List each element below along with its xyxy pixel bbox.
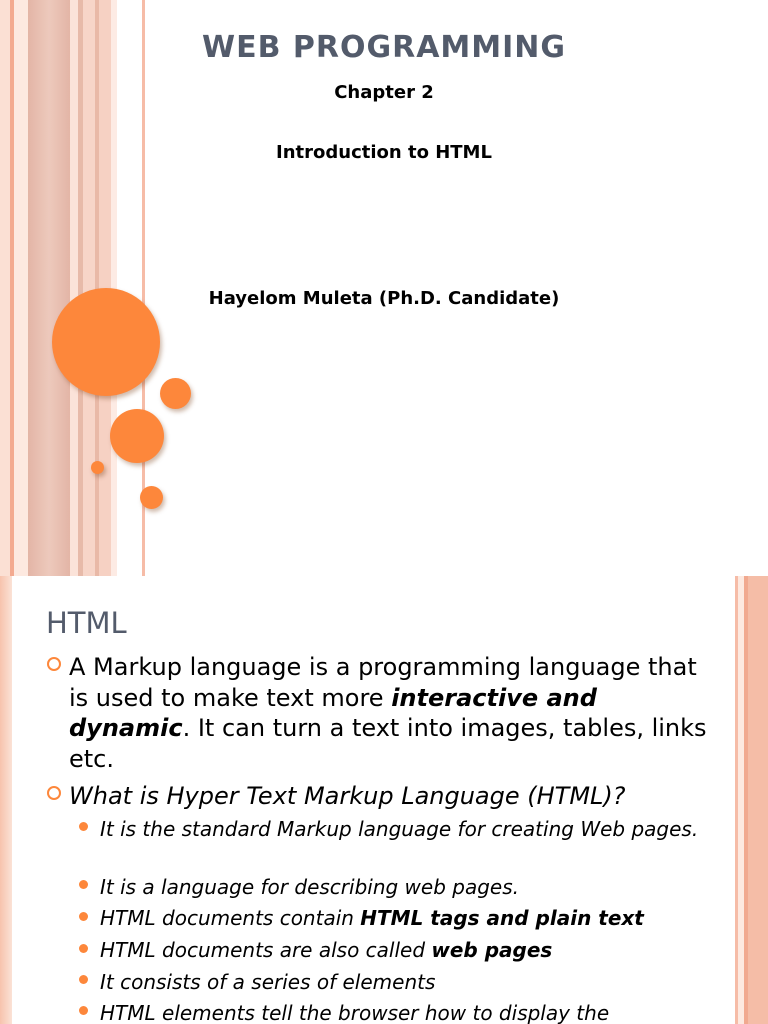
decorative-circle <box>110 409 164 463</box>
decorative-circle <box>140 486 163 509</box>
sub-bullet <box>100 969 720 995</box>
sub-bullet-text: HTML elements tell the browser how to display the <box>100 1001 610 1024</box>
decorative-stripe-left <box>0 576 12 1024</box>
bullet-ring-icon <box>47 657 61 671</box>
decorative-stripes-right <box>735 576 768 1024</box>
sub-bullet-text: HTML documents are also called <box>100 938 432 962</box>
bullet-paragraph <box>69 781 709 812</box>
author-name: Hayelom Muleta (Ph.D. Candidate) <box>208 288 560 309</box>
sub-bullet-text: It is the standard Markup language for creating Web pages. <box>100 817 699 841</box>
bullet-text: A Markup language is a programming language that is used to make text more <box>69 653 697 712</box>
bullet-dot-icon <box>79 880 88 889</box>
sub-bullet <box>100 1000 720 1024</box>
sub-bullet-text: It consists of a series of elements <box>100 970 436 994</box>
chapter-label: Chapter 2 <box>334 82 434 103</box>
emphasis-text: interactive and dynamic <box>69 683 597 742</box>
slide-title: WEB PROGRAMMING <box>201 30 567 65</box>
sub-bullet <box>100 874 720 900</box>
sub-bullet <box>100 905 720 931</box>
sub-bullet-text: HTML documents contain <box>100 906 361 930</box>
decorative-circle <box>160 378 191 409</box>
decorative-stripes <box>0 0 150 576</box>
sub-bullet <box>100 816 720 842</box>
bullet-text: . It can turn a text into images, tables, links etc. <box>69 714 707 773</box>
bullet-dot-icon <box>79 944 88 953</box>
bullet-paragraph <box>69 652 709 774</box>
decorative-circle <box>91 461 104 474</box>
sub-bullet-text: It is a language for describing web pages. <box>100 875 519 899</box>
bullet-dot-icon <box>79 1006 88 1015</box>
bullet-dot-icon <box>79 975 88 984</box>
bold-text: HTML tags and plain text <box>360 906 644 930</box>
bullet-ring-icon <box>47 786 61 800</box>
bold-text: web pages <box>431 938 553 962</box>
content-slide <box>0 576 768 1024</box>
bullet-dot-icon <box>79 822 88 831</box>
bullet-dot-icon <box>79 912 88 921</box>
slide-title: HTML <box>46 606 127 640</box>
bullet-text: What is Hyper Text Markup Language (HTML)? <box>69 782 626 810</box>
slide-subtitle: Introduction to HTML <box>276 142 492 163</box>
sub-bullet <box>100 937 720 963</box>
